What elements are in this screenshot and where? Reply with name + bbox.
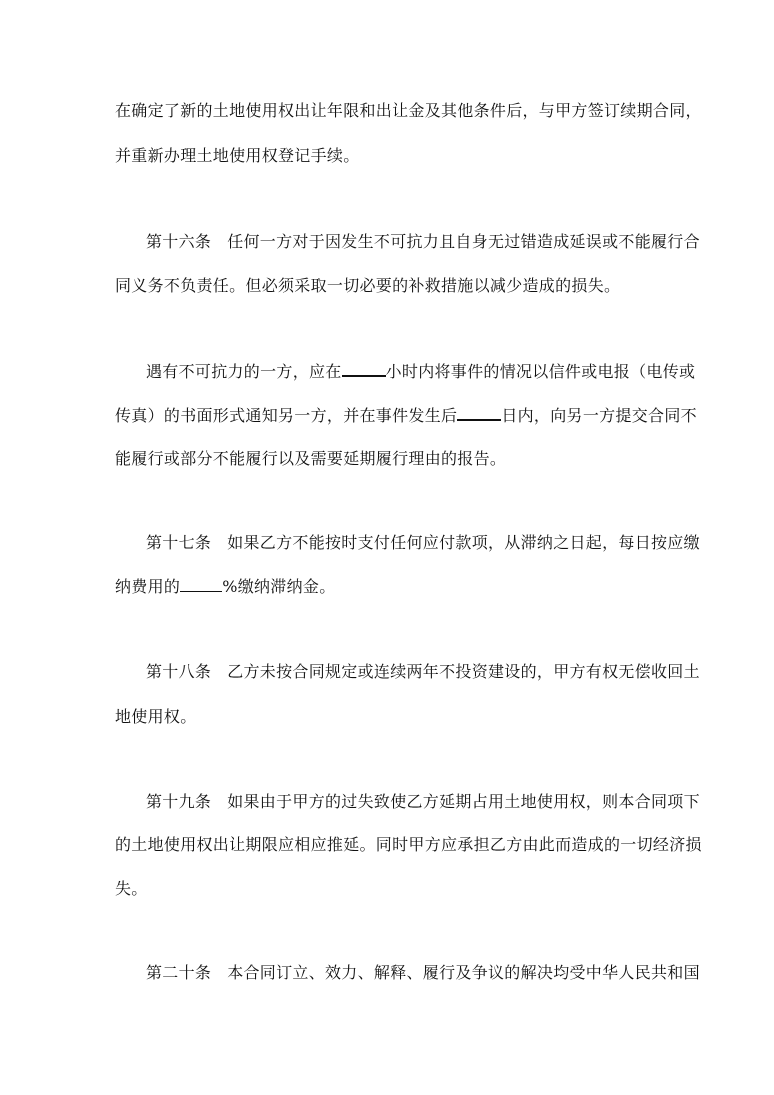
article-19-line-1: 第十九条 如果由于甲方的过失致使乙方延期占用土地使用权，则本合同项下 (146, 792, 700, 811)
article-17-label: 第十七条 (146, 533, 212, 552)
article-19-label: 第十九条 (146, 792, 212, 811)
article-17-line-1: 第十七条 如果乙方不能按时支付任何应付款项，从滞纳之日起，每日按应缴 (146, 533, 700, 552)
article-18-line-1: 第十八条 乙方未按合同规定或连续两年不投资建设的，甲方有权无偿收回土 (146, 662, 700, 681)
hours-blank[interactable] (342, 361, 386, 377)
force-majeure-line-1: 遇有不可抗力的一方，应在 小时内将事件的情况以信件或电报（电传或 (146, 362, 696, 381)
article-16-label: 第十六条 (146, 232, 212, 251)
article-17-line-2: 纳费用的 %缴纳滞纳金。 (115, 577, 336, 596)
article-19-line-3: 失。 (115, 879, 148, 898)
paragraph-renewal-line-1: 在确定了新的土地使用权出让年限和出让金及其他条件后，与甲方签订续期合同， (115, 101, 702, 120)
paragraph-renewal-line-2: 并重新办理土地使用权登记手续。 (115, 146, 360, 165)
force-majeure-line-3: 能履行或部分不能履行以及需要延期履行理由的报告。 (115, 449, 507, 468)
force-majeure-line-2: 传真）的书面形式通知另一方，并在事件发生后 日内，向另一方提交合同不 (115, 406, 697, 425)
article-16-line-2: 同义务不负责任。但必须采取一切必要的补救措施以减少造成的损失。 (115, 276, 621, 295)
article-18-line-2: 地使用权。 (115, 707, 197, 726)
article-16-line-1: 第十六条 任何一方对于因发生不可抗力且自身无过错造成延误或不能履行合 (146, 232, 700, 251)
article-20-line-1: 第二十条 本合同订立、效力、解释、履行及争议的解决均受中华人民共和国 (146, 963, 700, 982)
article-18-label: 第十八条 (146, 662, 212, 681)
days-blank[interactable] (457, 405, 501, 421)
article-20-label: 第二十条 (146, 963, 212, 982)
late-fee-percent-blank[interactable] (180, 577, 222, 592)
article-19-line-2: 的土地使用权出让期限应相应推延。同时甲方应承担乙方由此而造成的一切经济损 (115, 835, 702, 854)
